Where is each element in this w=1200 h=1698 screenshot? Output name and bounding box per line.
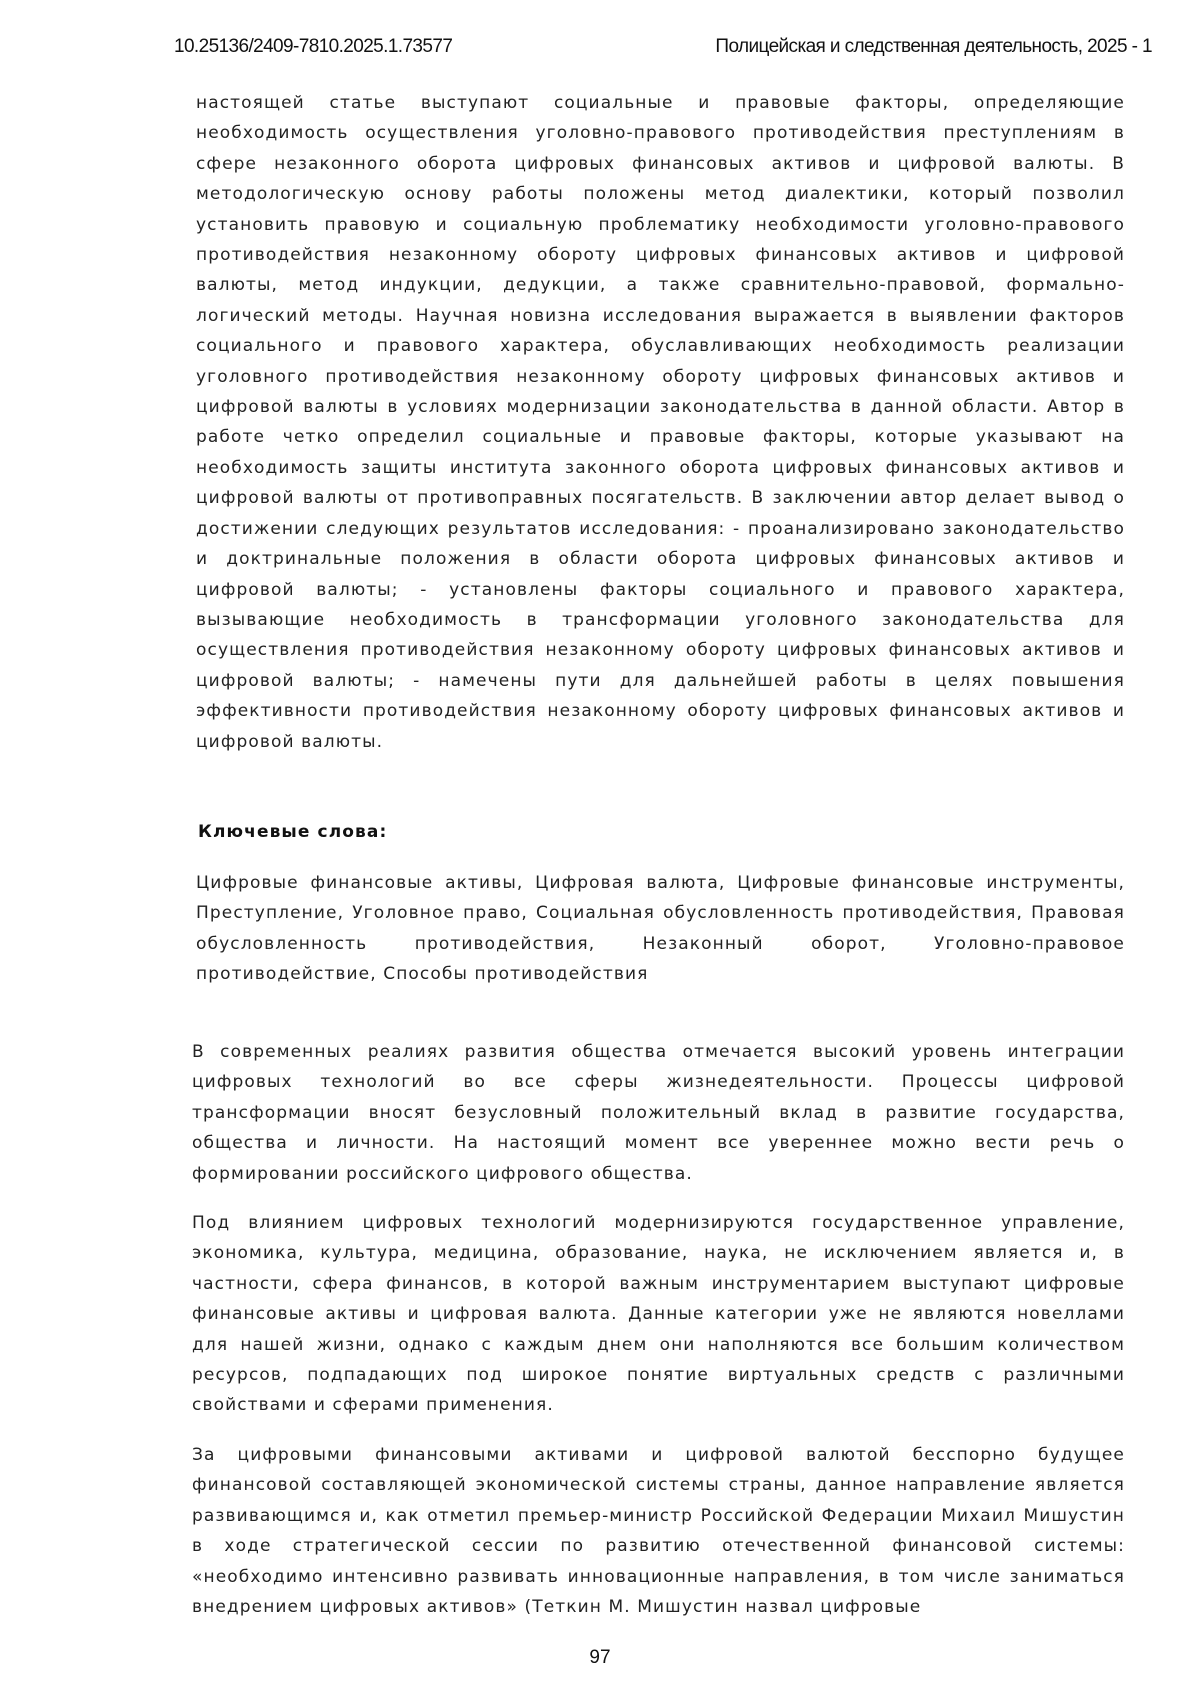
article-body — [192, 1037, 1125, 1641]
paragraph: За цифровыми финансовыми активами и цифровой валютой бесспорно будущее финансовой составляющей экономической системы страны, данное направление является развивающимся и, как отметил премьер-министр Российской Федерации Михаил Мишустин в ходе стратегической сессии по развитию отечественной финансовой системы: «необходимо интенсивно развивать инновационные направления, в том числе заниматься внедрением цифровых активов» (Теткин М. Мишустин назвал цифровые — [192, 1440, 1125, 1622]
page-number: 97 — [0, 1647, 1200, 1669]
paragraph: Под влиянием цифровых технологий модернизируются государственное управление, экономика, культура, медицина, образование, наука, не исключением является и, в частности, сфера финансов, в которой важным инструментарием выступают цифровые финансовые активы и цифровая валюта. Данные категории уже не являются новеллами для нашей жизни, однако с каждым днем они наполняются все большим количеством ресурсов, подпадающих под широкое понятие виртуальных средств с различными свойствами и сферами применения. — [192, 1208, 1125, 1421]
keywords-list: Цифровые финансовые активы, Цифровая валюта, Цифровые финансовые инструменты, Преступление, Уголовное право, Социальная обусловленность противодействия, Правовая обусловленность противодействия, Незаконный оборот, Уголовно-правовое противодействие, Способы противодействия — [196, 868, 1125, 990]
journal-title: Полицейская и следственная деятельность, 2025 - 1 — [715, 36, 1152, 58]
abstract-text: настоящей статье выступают социальные и правовые факторы, определяющие необходимость осуществления уголовно-правового противодействия преступлениям в сфере незаконного оборота цифровых финансовых активов и цифровой валюты. В методологическую основу работы положены метод диалектики, который позволил установить правовую и социальную проблематику необходимости уголовно-правового противодействия незаконному обороту цифровых финансовых активов и цифровой валюты, метод индукции, дедукции, а также сравнительно-правовой, формально-логический методы. Научная новизна исследования выражается в выявлении факторов социального и правового характера, обуславливающих необходимость реализации уголовного противодействия незаконному обороту цифровых финансовых активов и цифровой валюты в условиях модернизации законодательства в данной области. Автор в работе четко определил социальные и правовые факторы, которые указывают на необходимость защиты института законного оборота цифровых финансовых активов и цифровой валюты от противоправных посягательств. В заключении автор делает вывод о достижении следующих результатов исследования: - проанализировано законодательство и доктринальные положения в области оборота цифровых финансовых активов и цифровой валюты; - установлены факторы социального и правового характера, вызывающие необходимость в трансформации уголовного законодательства для осуществления противодействия незаконному обороту цифровых финансовых активов и цифровой валюты; - намечены пути для дальнейшей работы в целях повышения эффективности противодействия незаконному обороту цифровых финансовых активов и цифровой валюты. — [196, 88, 1125, 757]
paragraph: В современных реалиях развития общества отмечается высокий уровень интеграции цифровых технологий во все сферы жизнедеятельности. Процессы цифровой трансформации вносят безусловный положительный вклад в развитие государства, общества и личности. На настоящий момент все увереннее можно вести речь о формировании российского цифрового общества. — [192, 1037, 1125, 1189]
keywords-heading: Ключевые слова: — [198, 822, 387, 842]
doi-link[interactable]: 10.25136/2409-7810.2025.1.73577 — [174, 36, 452, 58]
page-header — [174, 36, 1152, 62]
